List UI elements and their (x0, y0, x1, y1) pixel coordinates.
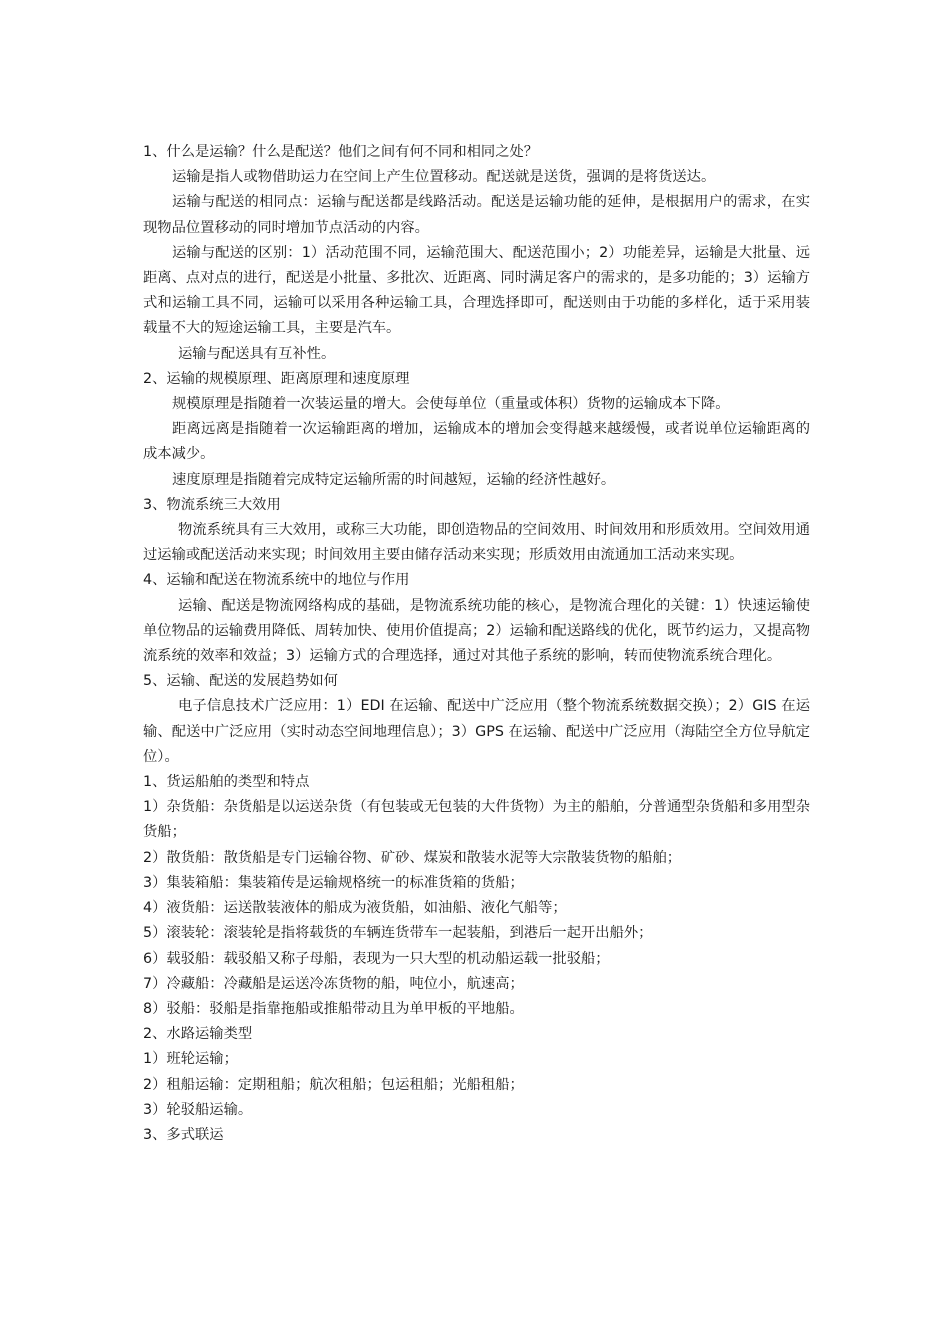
list-item: 2）租船运输：定期租船；航次租船；包运租船；光船租船； (143, 1076, 524, 1093)
paragraph: 运输是指人或物借助运力在空间上产生位置移动。配送就是送货，强调的是将货送达。 (172, 169, 716, 186)
list-item: 2）散货船：散货船是专门运输谷物、矿砂、煤炭和散装水泥等大宗散装货物的船舶； (143, 849, 682, 866)
paragraph: 运输与配送的区别：1）活动范围不同，运输范围大、配送范围小；2）功能差异，运输是大批量、远距离、点对点的进行，配送是小批量、多批次、近距离、同时满足客户的需求的，是多功能的；3）运输方式和运输工具不同，运输可以采用各种运输工具，合理选择即可，配送则由于功能的多样化，适于采用装载量不大的短途运输工具，主要是汽车。 (143, 244, 810, 337)
paragraph: 规模原理是指随着一次装运量的增大。会使每单位（重量或体积）货物的运输成本下降。 (172, 396, 730, 413)
section-heading: 3、多式联运 (143, 1126, 224, 1143)
list-item: 8）驳船：驳船是指靠拖船或推船带动且为单甲板的平地船。 (143, 1000, 524, 1017)
section-heading: 4、运输和配送在物流系统中的地位与作用 (143, 572, 410, 589)
list-item: 1）杂货船：杂货船是以运送杂货（有包装或无包装的大件货物）为主的船舶，分普通型杂货船和多用型杂货船； (143, 799, 810, 841)
section-heading: 2、运输的规模原理、距离原理和速度原理 (143, 370, 410, 387)
paragraph: 速度原理是指随着完成特定运输所需的时间越短，运输的经济性越好。 (172, 471, 616, 488)
list-item: 7）冷藏船：冷藏船是运送冷冻货物的船，吨位小，航速高； (143, 975, 524, 992)
document-body (143, 140, 810, 1148)
paragraph: 距离远离是指随着一次运输距离的增加，运输成本的增加会变得越来越缓慢，或者说单位运输距离的成本减少。 (143, 421, 810, 463)
paragraph: 运输、配送是物流网络构成的基础，是物流系统功能的核心，是物流合理化的关键：1）快速运输使单位物品的运输费用降低、周转加快、使用价值提高；2）运输和配送路线的优化，既节约运力，又提高物流系统的效率和效益；3）运输方式的合理选择，通过对其他子系统的影响，转而使物流系统合理化。 (143, 597, 810, 665)
paragraph: 运输与配送的相同点：运输与配送都是线路活动。配送是运输功能的延伸，是根据用户的需求，在实现物品位置移动的同时增加节点活动的内容。 (143, 194, 810, 236)
paragraph: 物流系统具有三大效用，或称三大功能，即创造物品的空间效用、时间效用和形质效用。空间效用通过运输或配送活动来实现；时间效用主要由储存活动来实现；形质效用由流通加工活动来实现。 (143, 522, 810, 564)
paragraph: 运输与配送具有互补性。 (178, 345, 336, 362)
list-item: 3）轮驳船运输。 (143, 1101, 253, 1118)
list-item: 6）载驳船：载驳船又称子母船，表现为一只大型的机动船运载一批驳船； (143, 950, 610, 967)
section-heading: 5、运输、配送的发展趋势如何 (143, 673, 338, 690)
section-heading: 1、货运船舶的类型和特点 (143, 774, 310, 791)
list-item: 1）班轮运输； (143, 1051, 238, 1068)
list-item: 5）滚装轮：滚装轮是指将载货的车辆连货带车一起装船，到港后一起开出船外； (143, 925, 653, 942)
paragraph: 电子信息技术广泛应用：1）EDI 在运输、配送中广泛应用（整个物流系统数据交换）；2）GIS 在运输、配送中广泛应用（实时动态空间地理信息）；3）GPS 在运输、配送中广泛应用（海陆空全方位导航定位）。 (143, 698, 810, 765)
list-item: 3）集装箱船：集装箱传是运输规格统一的标准货箱的货船； (143, 874, 524, 891)
section-heading: 3、物流系统三大效用 (143, 496, 281, 513)
section-heading: 1、什么是运输？什么是配送？他们之间有何不同和相同之处？ (143, 144, 539, 160)
section-heading: 2、水路运输类型 (143, 1026, 253, 1043)
list-item: 4）液货船：运送散装液体的船成为液货船，如油船、液化气船等； (143, 900, 567, 917)
